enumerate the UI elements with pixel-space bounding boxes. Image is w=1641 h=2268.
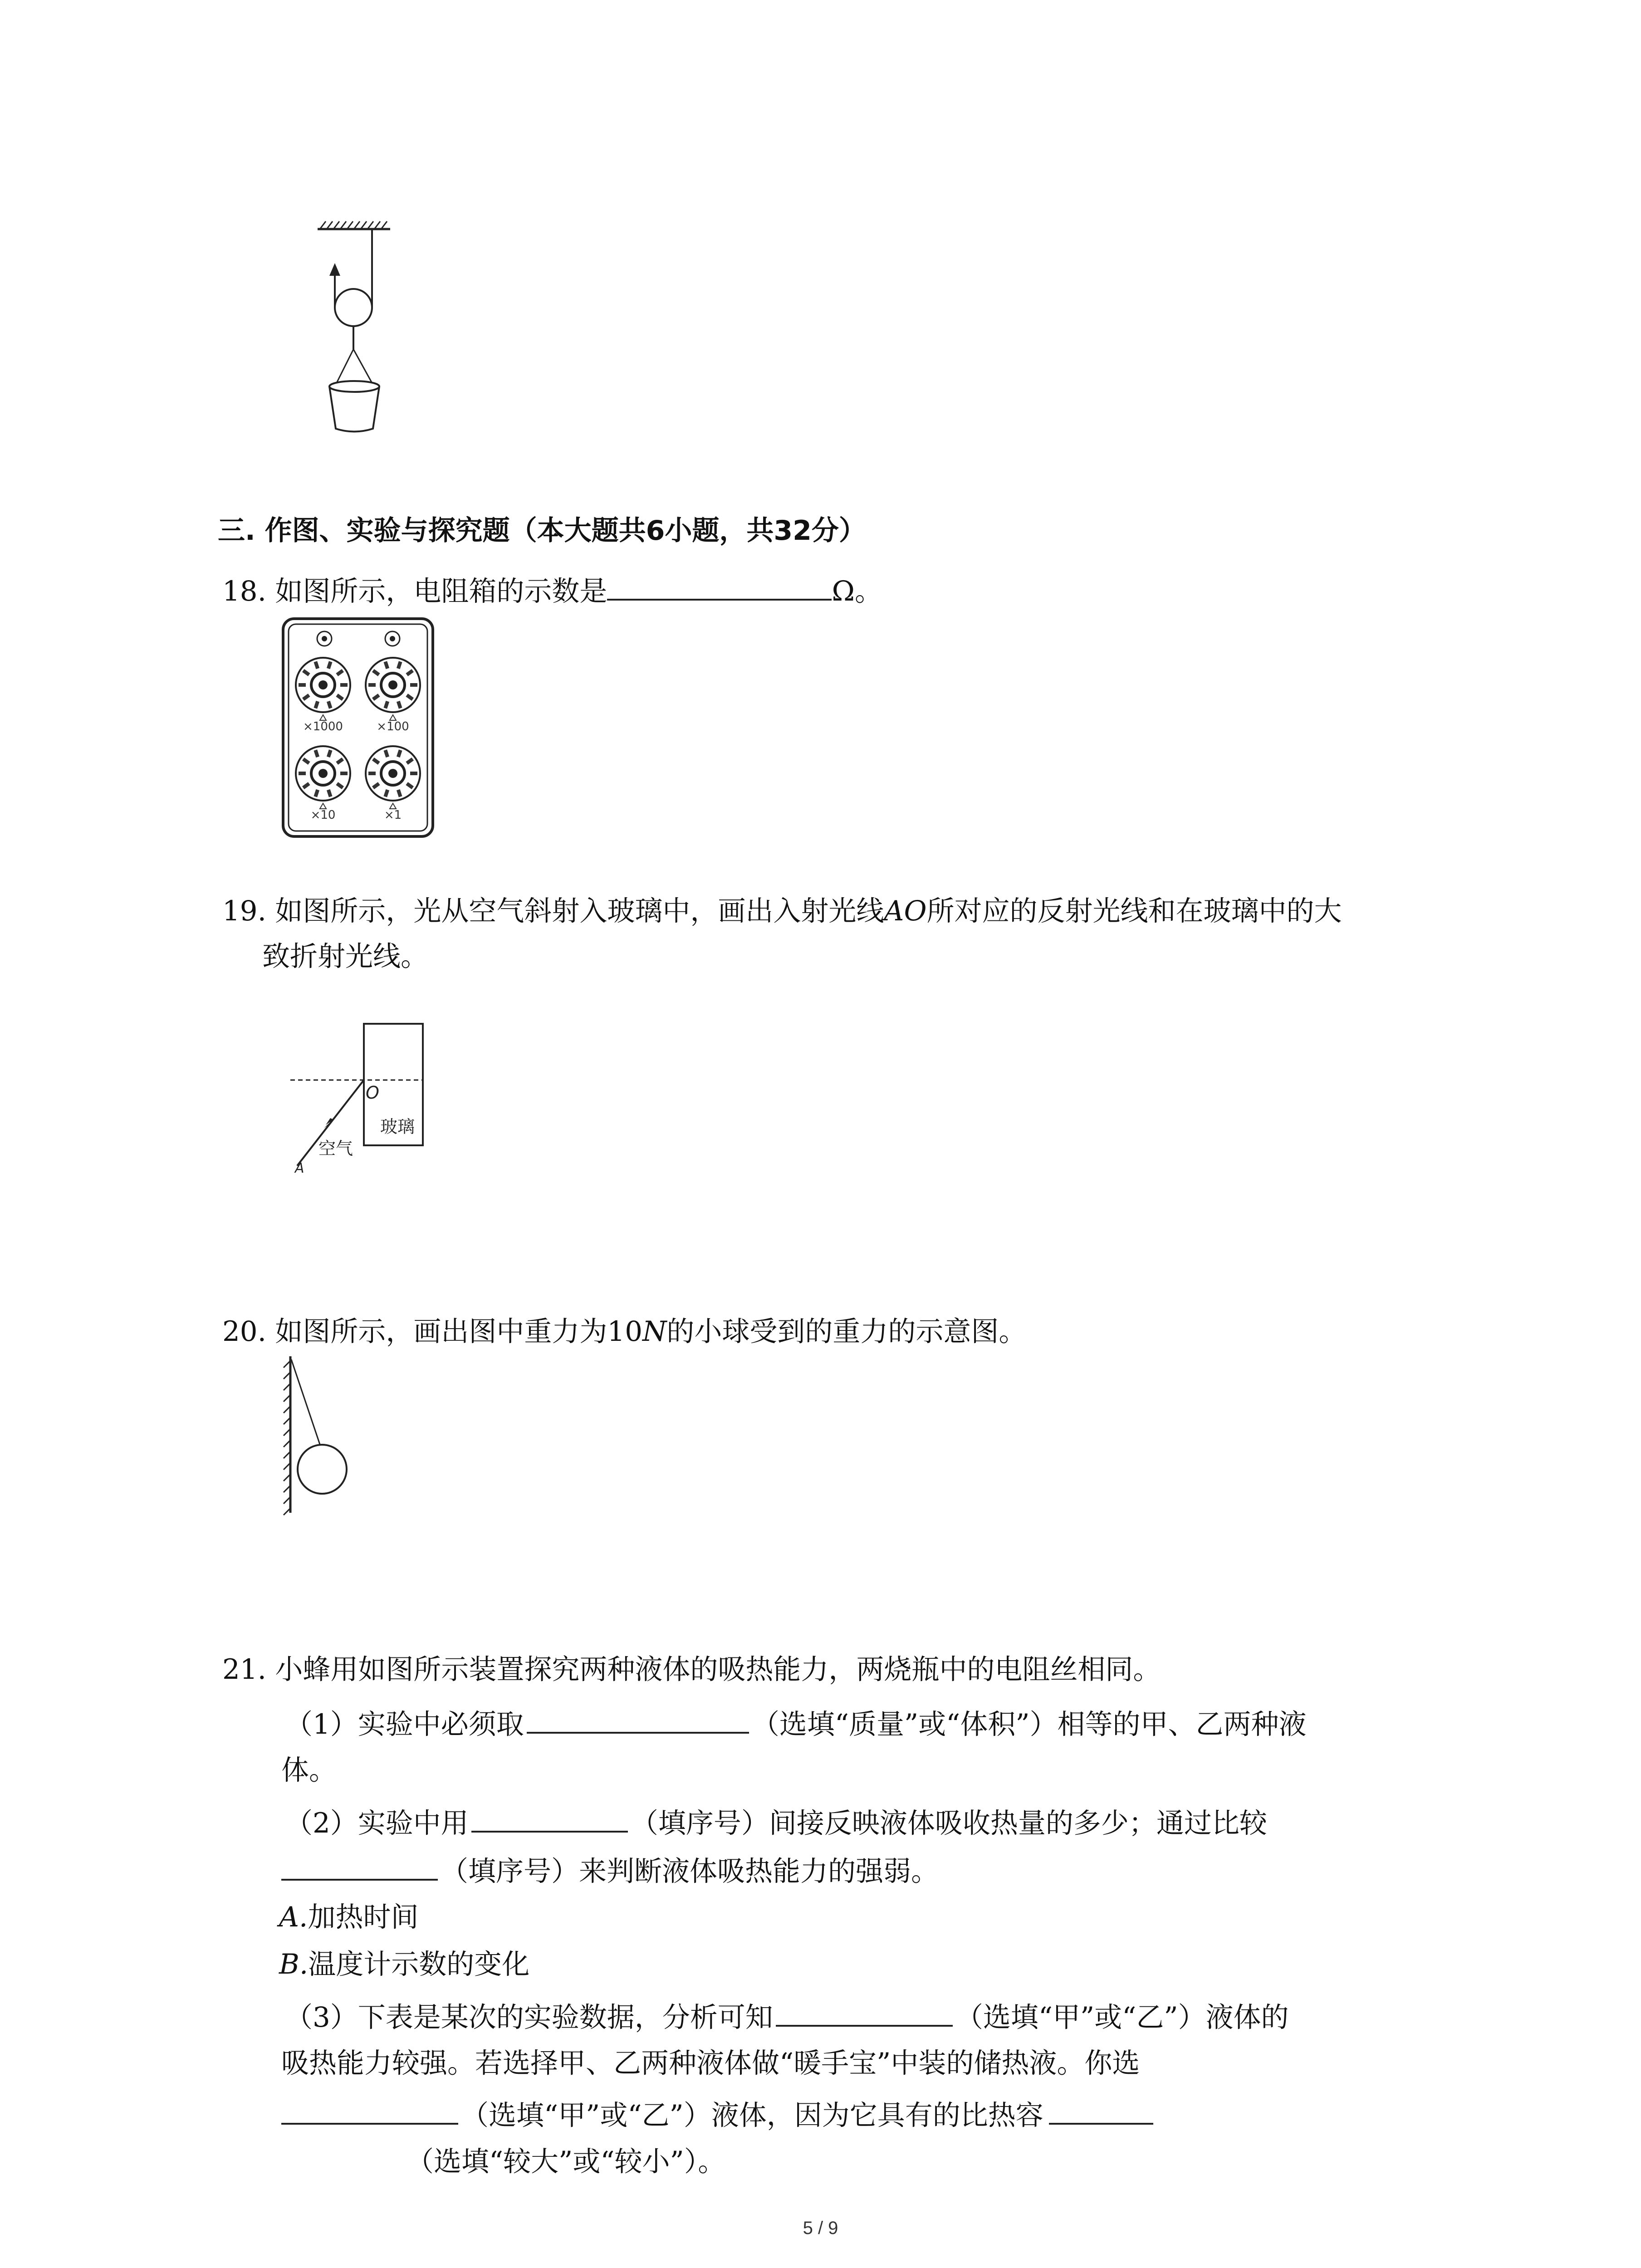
- question-text: 如图所示，画出图中重力为10: [275, 1315, 643, 1348]
- dial-label-10: ×10: [310, 808, 336, 822]
- answer-blank-2[interactable]: [471, 1807, 628, 1833]
- dial-label-1000: ×1000: [303, 720, 343, 733]
- pendulum-ball-figure: [272, 1354, 363, 1517]
- question-18: [222, 575, 882, 605]
- question-text: 小蜂用如图所示装置探究两种液体的吸热能力，两烧瓶中的电阻丝相同。: [275, 1653, 1161, 1686]
- question-text: 如图所示，光从空气斜射入玻璃中，画出入射光线: [275, 895, 884, 927]
- q21-part3-line1: （3）下表是某次的实验数据，分析可知 （选填“甲”或“乙”）液体的: [285, 2001, 1289, 2033]
- ray-ao: AO: [884, 895, 927, 927]
- option-b: B.温度计示数的变化: [279, 1948, 530, 1980]
- air-label: 空气: [318, 1139, 353, 1158]
- question-19-line2: 致折射光线。: [262, 940, 429, 973]
- q21-part3-line3: （选填“甲”或“乙”）液体，因为它具有的比热容: [281, 2099, 1153, 2129]
- q21-part3-line4: （选填“较大”或“较小”）。: [406, 2146, 726, 2178]
- answer-blank-1[interactable]: [527, 1708, 749, 1734]
- q21-part2-line1: （2）实验中用 （填序号）间接反映液体吸收热量的多少；通过比较: [285, 1807, 1267, 1839]
- option-a: A.加热时间: [279, 1901, 419, 1933]
- answer-blank-4[interactable]: [776, 2001, 953, 2027]
- resistance-box-figure: [281, 617, 436, 839]
- question-20: [222, 1315, 1027, 1348]
- question-text-cont: 所对应的反射光线和在玻璃中的大: [926, 895, 1342, 927]
- point-o-label: O: [366, 1083, 379, 1103]
- dial-label-100: ×100: [377, 720, 409, 733]
- glass-label: 玻璃: [380, 1117, 415, 1137]
- question-number: 18.: [222, 575, 267, 607]
- question-number: 21.: [222, 1653, 267, 1686]
- question-text: 如图所示，电阻箱的示数是: [275, 575, 607, 607]
- answer-blank-6[interactable]: [1049, 2099, 1153, 2125]
- refraction-figure: [281, 1023, 436, 1177]
- question-number: 19.: [222, 895, 267, 927]
- q21-part1-line1: （1）实验中必须取 （选填“质量”或“体积”）相等的甲、乙两种液: [285, 1708, 1307, 1740]
- section-heading: 三. 作图、实验与探究题（本大题共6小题，共32分）: [218, 515, 866, 547]
- q21-part1-line2: 体。: [281, 1754, 337, 1786]
- answer-blank[interactable]: [607, 575, 832, 601]
- question-text-cont: 的小球受到的重力的示意图。: [666, 1315, 1027, 1348]
- question-number: 20.: [222, 1315, 267, 1348]
- point-a-label: A: [295, 1160, 304, 1176]
- q21-part3-line2: 吸热能力较强。若选择甲、乙两种液体做“暖手宝”中装的储热液。你选: [281, 2047, 1140, 2079]
- page-number: 5 / 9: [803, 2218, 838, 2238]
- unit-text: Ω。: [832, 575, 882, 607]
- answer-blank-5[interactable]: [281, 2099, 458, 2125]
- question-19-line1: [222, 897, 1342, 925]
- answer-blank-3[interactable]: [281, 1855, 438, 1881]
- unit-n: N: [642, 1315, 667, 1348]
- dial-label-1: ×1: [384, 808, 402, 822]
- question-21-intro: [222, 1653, 1161, 1686]
- q21-part2-line2: （填序号）来判断液体吸热能力的强弱。: [281, 1855, 939, 1885]
- pulley-bucket-figure: [272, 218, 417, 454]
